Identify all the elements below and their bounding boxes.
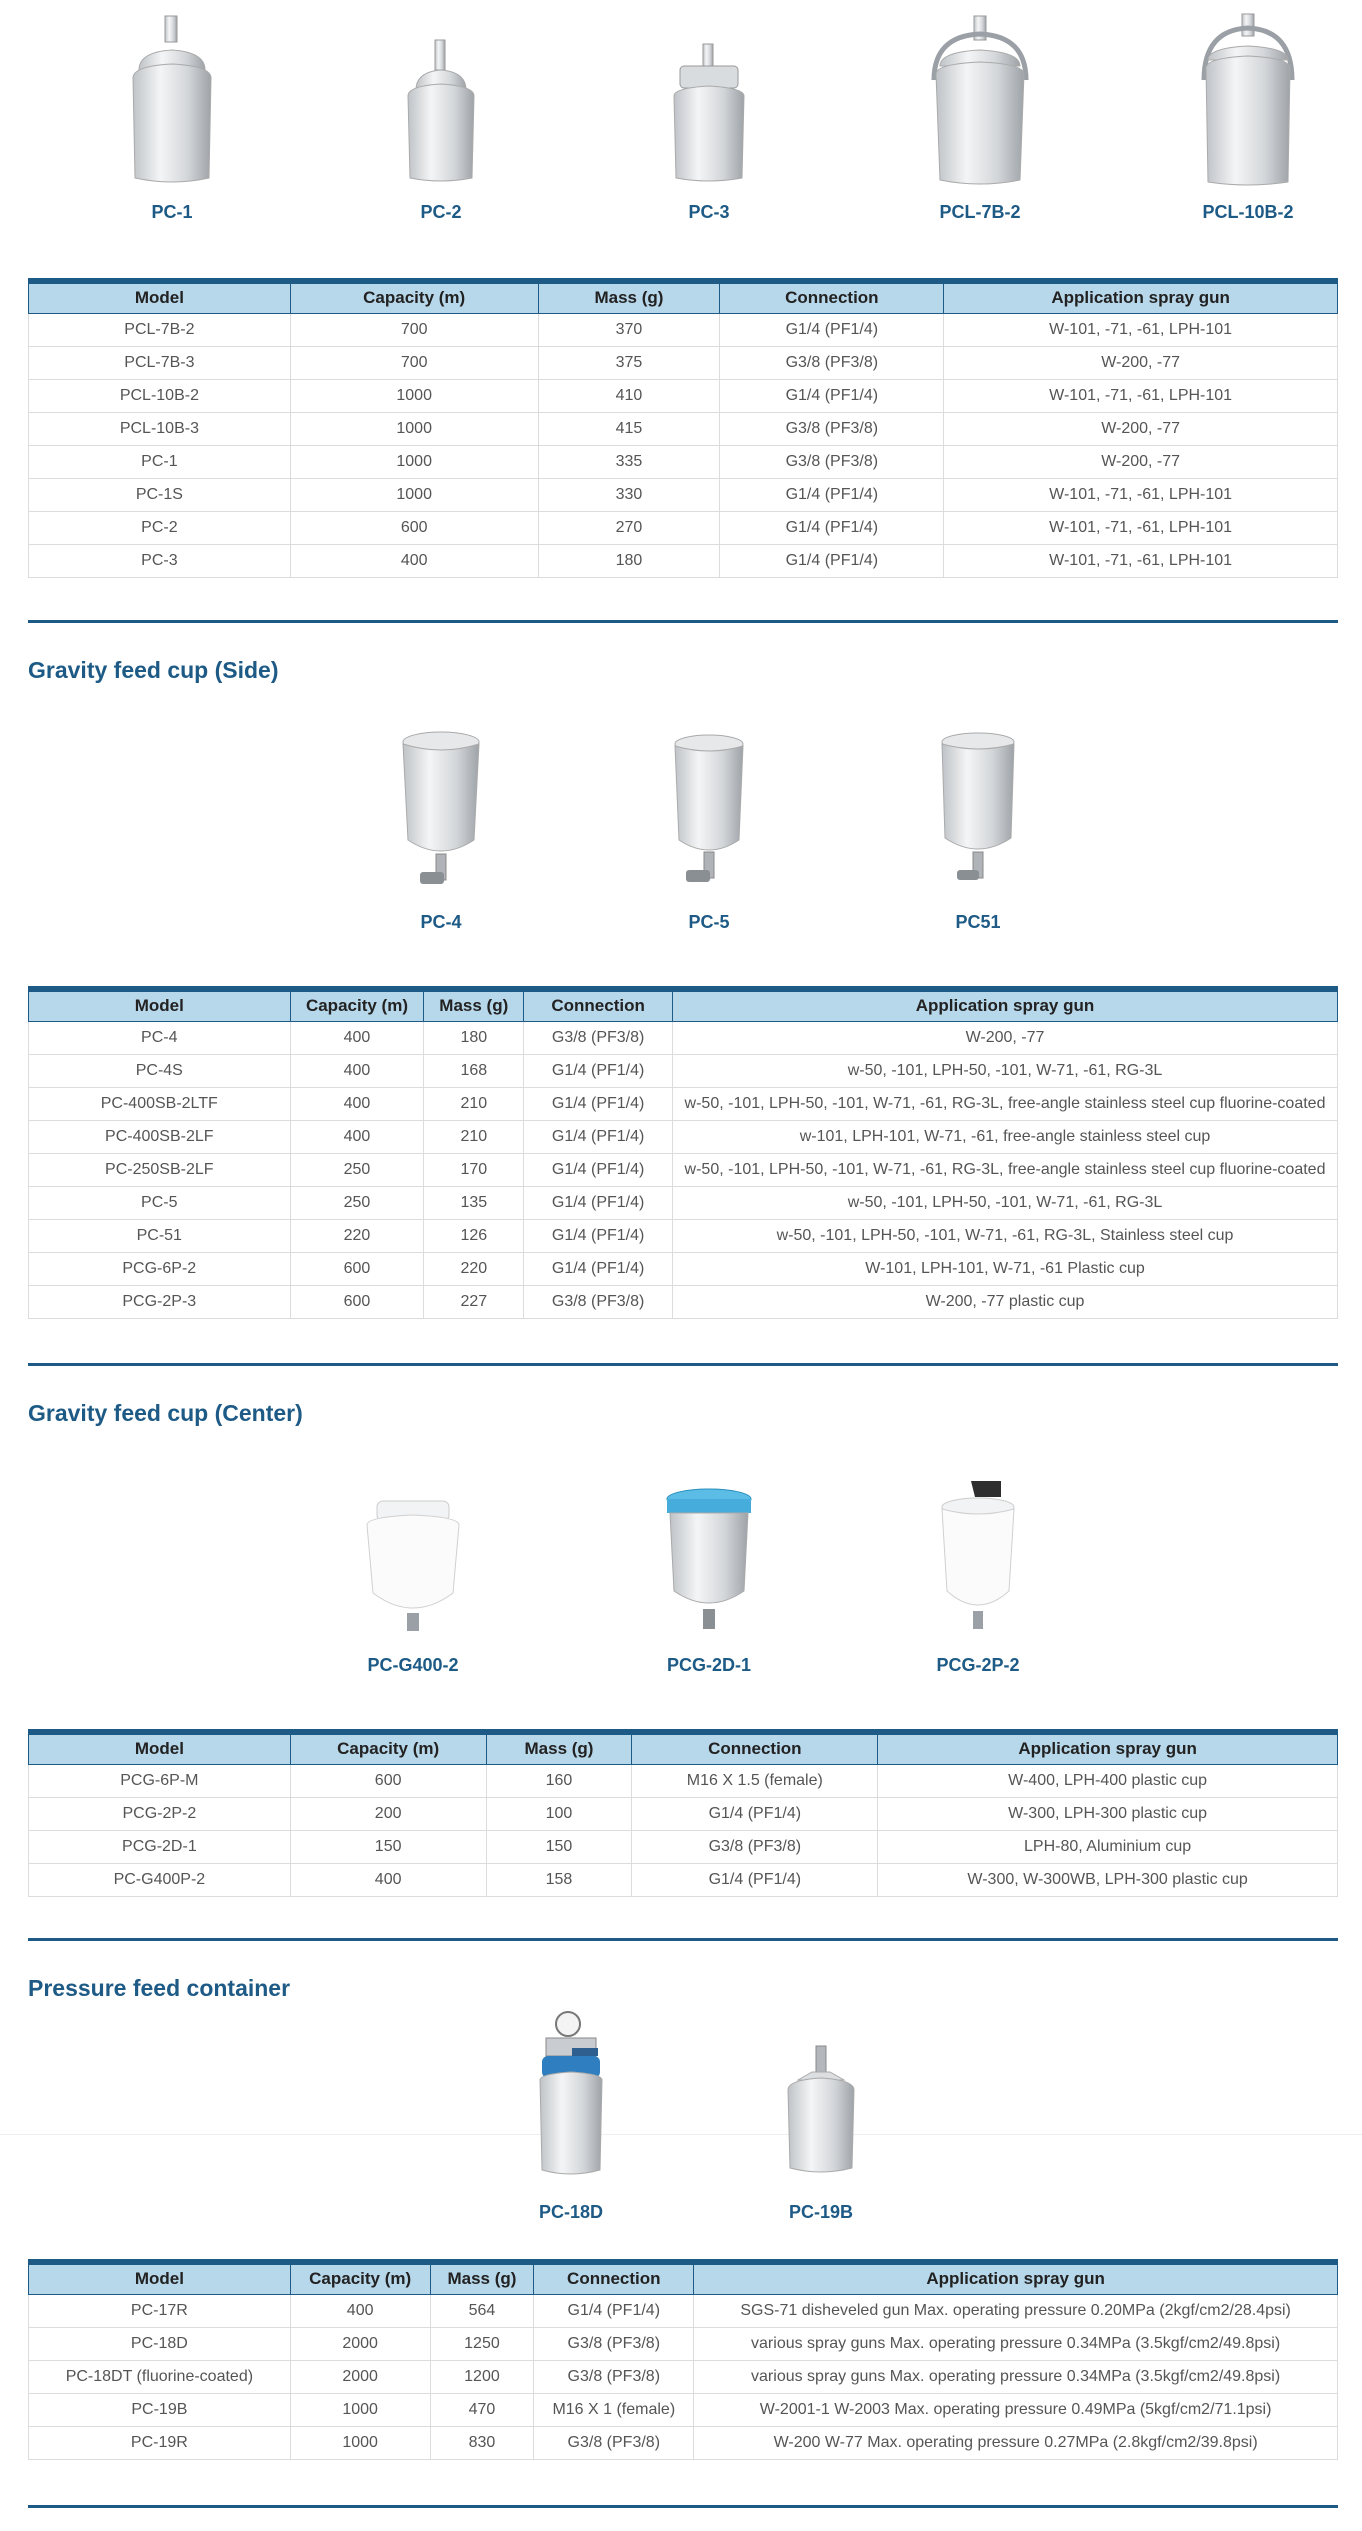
cell-model: PC-4 [29,1021,291,1054]
cell-mass: 220 [424,1252,524,1285]
cell-mass: 150 [486,1830,632,1863]
cell-connection: G3/8 (PF3/8) [534,2426,694,2459]
table-row [29,1764,1338,1797]
cell-application: W-200 W-77 Max. operating pressure 0.27MPa (2.8kgf/cm2/39.8psi) [694,2426,1338,2459]
section-title: Gravity feed cup (Side) [28,657,279,683]
cell-capacity: 400 [290,1863,486,1896]
table-row [29,478,1338,511]
product-pc-5[interactable] [629,720,789,933]
column-header: Application spray gun [673,989,1338,1021]
cell-mass: 1200 [430,2360,534,2393]
cell-mass: 375 [538,346,720,379]
cell-model: PC-3 [29,544,291,577]
table-row [29,1120,1338,1153]
cell-model: PC-G400P-2 [29,1863,291,1896]
cell-mass: 100 [486,1797,632,1830]
cell-application: various spray guns Max. operating pressure 0.34MPa (3.5kgf/cm2/49.8psi) [694,2327,1338,2360]
cell-capacity: 2000 [290,2360,430,2393]
column-header: Mass (g) [486,1732,632,1764]
product-label: PC-19B [788,2202,854,2222]
section-title: Pressure feed container [28,1975,291,2001]
product-label: PCL-7B-2 [939,202,1021,222]
cell-capacity: 400 [290,2294,430,2327]
cell-application: W-200, -77 [944,412,1338,445]
cell-model: PC-4S [29,1054,291,1087]
product-label: PC-3 [688,202,730,222]
cell-application: SGS-71 disheveled gun Max. operating pressure 0.20MPa (2kgf/cm2/28.4psi) [694,2294,1338,2327]
cell-capacity: 1000 [290,379,538,412]
cell-capacity: 400 [290,1054,424,1087]
cell-model: PCG-2D-1 [29,1830,291,1863]
table-row [29,1797,1338,1830]
cell-application: w-50, -101, LPH-50, -101, W-71, -61, RG-3L [673,1054,1338,1087]
cell-capacity: 600 [290,1252,424,1285]
cell-model: PCG-2P-2 [29,1797,291,1830]
section-divider [28,1938,1338,1941]
side-cup-icon [386,720,496,900]
cell-connection: G1/4 (PF1/4) [720,478,944,511]
cell-mass: 135 [424,1186,524,1219]
aluminium-cup-handle-icon [1188,10,1308,190]
table-row [29,313,1338,346]
table-row [29,1153,1338,1186]
table-header-row [29,1732,1338,1764]
aluminium-cup-handle-icon [920,10,1040,190]
spec-table [28,278,1338,578]
product-label: PC-4 [420,912,462,932]
product-pc51[interactable] [898,720,1058,933]
table-row [29,1219,1338,1252]
cell-mass: 370 [538,313,720,346]
cell-mass: 1250 [430,2327,534,2360]
product-pc-1[interactable] [92,10,252,223]
cell-connection: G3/8 (PF3/8) [720,346,944,379]
product-pc-4[interactable] [361,720,521,933]
cell-mass: 160 [486,1764,632,1797]
column-header: Model [29,281,291,313]
side-cup-icon [923,720,1033,900]
cell-model: PC-250SB-2LF [29,1153,291,1186]
cell-application: w-50, -101, LPH-50, -101, W-71, -61, RG-3L, Stainless steel cup [673,1219,1338,1252]
spec-table [28,1729,1338,1897]
aluminium-cup-icon [654,10,764,190]
table-row [29,346,1338,379]
cell-mass: 210 [424,1087,524,1120]
cell-application: w-101, LPH-101, W-71, -61, free-angle stainless steel cup [673,1120,1338,1153]
cell-capacity: 600 [290,511,538,544]
column-header: Connection [524,989,673,1021]
cell-model: PCG-2P-3 [29,1285,291,1318]
cell-model: PC-400SB-2LTF [29,1087,291,1120]
cell-application: W-101, -71, -61, LPH-101 [944,478,1338,511]
cell-capacity: 1000 [290,478,538,511]
cell-model: PC-18D [29,2327,291,2360]
cell-model: PC-400SB-2LF [29,1120,291,1153]
product-label: PC-1 [151,202,193,222]
cell-connection: G3/8 (PF3/8) [720,445,944,478]
product-pc-3[interactable] [629,10,789,223]
blue-lid-cup-icon [654,1463,764,1643]
plastic-cup-icon [353,1463,473,1643]
product-pcl-7b-2[interactable] [900,10,1060,223]
cell-connection: G1/4 (PF1/4) [524,1252,673,1285]
cell-capacity: 150 [290,1830,486,1863]
cell-capacity: 1000 [290,2393,430,2426]
column-header: Connection [632,1732,878,1764]
side-cup-icon [654,720,764,900]
cell-mass: 170 [424,1153,524,1186]
product-label: PCG-2P-2 [936,1655,1020,1675]
column-header: Capacity (m) [290,2262,430,2294]
cell-application: W-200, -77 [944,346,1338,379]
cell-application: W-400, LPH-400 plastic cup [878,1764,1338,1797]
cell-connection: G1/4 (PF1/4) [524,1120,673,1153]
table-row [29,2360,1338,2393]
pressure-bottle-icon [766,2010,876,2190]
cell-connection: M16 X 1 (female) [534,2393,694,2426]
aluminium-cup-icon [117,10,227,190]
table-row [29,1863,1338,1896]
cell-capacity: 220 [290,1219,424,1252]
product-label: PC51 [955,912,1001,932]
table-row [29,1021,1338,1054]
cell-model: PCL-7B-3 [29,346,291,379]
cell-capacity: 250 [290,1153,424,1186]
cell-mass: 330 [538,478,720,511]
column-header: Connection [534,2262,694,2294]
column-header: Model [29,989,291,1021]
section-title: Gravity feed cup (Center) [28,1400,303,1426]
table-row [29,1285,1338,1318]
cell-model: PCG-6P-M [29,1764,291,1797]
product-pcl-10b-2[interactable] [1168,10,1328,223]
product-gallery [28,720,1338,980]
table-row [29,2294,1338,2327]
cell-model: PC-1S [29,478,291,511]
cell-capacity: 200 [290,1797,486,1830]
product-gallery [28,10,1338,270]
cell-model: PC-2 [29,511,291,544]
table-row [29,1252,1338,1285]
cell-application: W-200, -77 [944,445,1338,478]
table-row [29,1830,1338,1863]
cell-mass: 415 [538,412,720,445]
cell-application: W-101, -71, -61, LPH-101 [944,544,1338,577]
product-label: PCL-10B-2 [1202,202,1294,222]
cell-connection: G1/4 (PF1/4) [524,1087,673,1120]
product-label: PCG-2D-1 [666,1655,751,1675]
cell-application: w-50, -101, LPH-50, -101, W-71, -61, RG-3L [673,1186,1338,1219]
cell-mass: 410 [538,379,720,412]
table-row [29,2327,1338,2360]
table-row [29,2426,1338,2459]
cell-capacity: 1000 [290,412,538,445]
cell-application: W-101, -71, -61, LPH-101 [944,511,1338,544]
cell-connection: G1/4 (PF1/4) [534,2294,694,2327]
cell-connection: G1/4 (PF1/4) [524,1153,673,1186]
aluminium-cup-icon [386,10,496,190]
column-header: Capacity (m) [290,1732,486,1764]
cell-connection: G3/8 (PF3/8) [534,2327,694,2360]
cell-connection: M16 X 1.5 (female) [632,1764,878,1797]
cell-capacity: 600 [290,1764,486,1797]
product-pc-g400-2[interactable] [333,1463,493,1676]
cell-capacity: 700 [290,346,538,379]
cell-capacity: 2000 [290,2327,430,2360]
product-label: PC-2 [420,202,462,222]
column-header: Application spray gun [694,2262,1338,2294]
cell-model: PC-17R [29,2294,291,2327]
product-label: PC-18D [538,2202,604,2222]
cell-connection: G1/4 (PF1/4) [524,1219,673,1252]
cell-mass: 830 [430,2426,534,2459]
cell-connection: G3/8 (PF3/8) [524,1285,673,1318]
cell-connection: G3/8 (PF3/8) [534,2360,694,2393]
plastic-cup-black-lid-icon [923,1463,1033,1643]
column-header: Model [29,1732,291,1764]
table-header-row [29,2262,1338,2294]
product-pc-2[interactable] [361,10,521,223]
cell-application: W-101, -71, -61, LPH-101 [944,379,1338,412]
cell-capacity: 400 [290,1120,424,1153]
table-row [29,2393,1338,2426]
product-pcg-2d-1[interactable] [629,1463,789,1676]
cell-connection: G3/8 (PF3/8) [524,1021,673,1054]
cell-application: W-300, W-300WB, LPH-300 plastic cup [878,1863,1338,1896]
section-divider [28,1363,1338,1366]
cell-mass: 210 [424,1120,524,1153]
column-header: Connection [720,281,944,313]
cell-mass: 158 [486,1863,632,1896]
product-pc-19b[interactable] [741,2010,901,2223]
cell-mass: 180 [538,544,720,577]
cell-model: PCG-6P-2 [29,1252,291,1285]
table-header-row [29,281,1338,313]
cell-application: w-50, -101, LPH-50, -101, W-71, -61, RG-3L, free-angle stainless steel cup fluorine-coated [673,1153,1338,1186]
column-header: Capacity (m) [290,281,538,313]
cell-mass: 227 [424,1285,524,1318]
cell-connection: G1/4 (PF1/4) [632,1797,878,1830]
cell-application: W-101, LPH-101, W-71, -61 Plastic cup [673,1252,1338,1285]
column-header: Mass (g) [424,989,524,1021]
table-row [29,379,1338,412]
cell-mass: 180 [424,1021,524,1054]
table-row [29,1054,1338,1087]
column-header: Application spray gun [878,1732,1338,1764]
cell-connection: G1/4 (PF1/4) [720,511,944,544]
section-divider [28,2505,1338,2508]
cell-mass: 126 [424,1219,524,1252]
cell-application: W-200, -77 [673,1021,1338,1054]
table-row [29,511,1338,544]
column-header: Application spray gun [944,281,1338,313]
cell-model: PCL-7B-2 [29,313,291,346]
cell-connection: G1/4 (PF1/4) [524,1054,673,1087]
cell-mass: 168 [424,1054,524,1087]
cell-model: PC-19R [29,2426,291,2459]
cell-capacity: 1000 [290,2426,430,2459]
cell-connection: G3/8 (PF3/8) [632,1830,878,1863]
cell-connection: G1/4 (PF1/4) [632,1863,878,1896]
cell-mass: 335 [538,445,720,478]
cell-capacity: 250 [290,1186,424,1219]
section-divider [28,620,1338,623]
cell-mass: 270 [538,511,720,544]
cell-model: PC-51 [29,1219,291,1252]
cell-application: W-200, -77 plastic cup [673,1285,1338,1318]
cell-mass: 470 [430,2393,534,2426]
spec-table [28,986,1338,1319]
column-header: Capacity (m) [290,989,424,1021]
cell-model: PC-19B [29,2393,291,2426]
cell-application: various spray guns Max. operating pressure 0.34MPa (3.5kgf/cm2/49.8psi) [694,2360,1338,2393]
column-header: Mass (g) [430,2262,534,2294]
cell-capacity: 400 [290,1087,424,1120]
product-label: PC-5 [688,912,730,932]
column-header: Model [29,2262,291,2294]
cell-capacity: 400 [290,544,538,577]
cell-mass: 564 [430,2294,534,2327]
cell-model: PC-1 [29,445,291,478]
table-row [29,1186,1338,1219]
cell-model: PC-18DT (fluorine-coated) [29,2360,291,2393]
table-row [29,445,1338,478]
product-pc-18d[interactable] [491,2010,651,2223]
product-gallery [28,1463,1338,1723]
product-gallery [28,2010,1338,2270]
cell-application: w-50, -101, LPH-50, -101, W-71, -61, RG-3L, free-angle stainless steel cup fluorine-coated [673,1087,1338,1120]
cell-model: PCL-10B-2 [29,379,291,412]
cell-connection: G1/4 (PF1/4) [720,379,944,412]
table-row [29,544,1338,577]
product-label: PC-G400-2 [367,1655,459,1675]
cell-capacity: 1000 [290,445,538,478]
cell-application: W-300, LPH-300 plastic cup [878,1797,1338,1830]
cell-connection: G1/4 (PF1/4) [720,544,944,577]
table-header-row [29,989,1338,1021]
column-header: Mass (g) [538,281,720,313]
cell-model: PC-5 [29,1186,291,1219]
cell-connection: G1/4 (PF1/4) [720,313,944,346]
cell-application: LPH-80, Aluminium cup [878,1830,1338,1863]
pressure-tank-gauge-icon [516,2010,626,2190]
cell-capacity: 700 [290,313,538,346]
cell-application: W-2001-1 W-2003 Max. operating pressure 0.49MPa (5kgf/cm2/71.1psi) [694,2393,1338,2426]
spec-table [28,2259,1338,2460]
table-row [29,1087,1338,1120]
cell-application: W-101, -71, -61, LPH-101 [944,313,1338,346]
cell-capacity: 600 [290,1285,424,1318]
table-row [29,412,1338,445]
cell-model: PCL-10B-3 [29,412,291,445]
cell-capacity: 400 [290,1021,424,1054]
product-pcg-2p-2[interactable] [898,1463,1058,1676]
cell-connection: G1/4 (PF1/4) [524,1186,673,1219]
cell-connection: G3/8 (PF3/8) [720,412,944,445]
